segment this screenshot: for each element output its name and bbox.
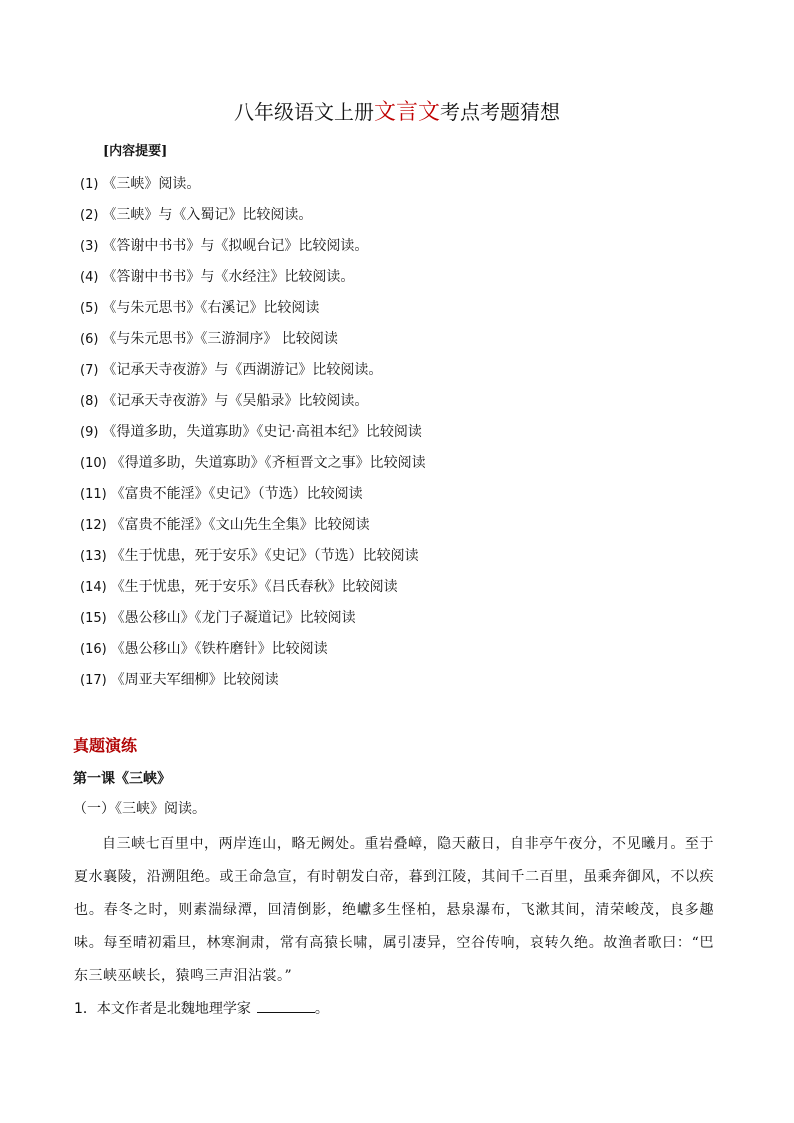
toc-item xyxy=(80,266,426,297)
toc-item-text: 《富贵不能淫》《文山先生全集》比较阅读 xyxy=(110,517,370,533)
toc-item xyxy=(80,359,426,390)
toc-item-text: 《答谢中书书》与《水经注》比较阅读。 xyxy=(102,269,355,285)
toc-item-number: (7) xyxy=(80,363,99,378)
title-prefix: 八年级语文上册 xyxy=(233,100,374,124)
toc-item-text: 《三峡》阅读。 xyxy=(102,176,201,192)
toc-item xyxy=(80,638,426,669)
toc-heading: [内容提要] xyxy=(103,144,168,159)
toc-item xyxy=(80,483,426,514)
toc-item xyxy=(80,390,426,421)
toc-item-number: (2) xyxy=(80,208,99,223)
lesson-title: 第一课《三峡》 xyxy=(73,771,171,787)
toc-item xyxy=(80,452,426,483)
answer-blank[interactable] xyxy=(257,998,315,1013)
question-end: 。 xyxy=(314,1001,329,1017)
toc-item-number: (16) xyxy=(80,642,107,657)
toc-item xyxy=(80,297,426,328)
toc-item-number: (8) xyxy=(80,394,99,409)
title-suffix: 考点考题猜想 xyxy=(440,100,560,124)
toc-item-number: (6) xyxy=(80,332,99,347)
toc-item xyxy=(80,235,426,266)
toc-item-number: (11) xyxy=(80,487,107,502)
toc-item-text: 《与朱元思书》《右溪记》比较阅读 xyxy=(102,300,320,316)
toc-item-text: 《三峡》与《入蜀记》比较阅读。 xyxy=(102,207,313,223)
toc-item-text: 《与朱元思书》《三游洞序》 比较阅读 xyxy=(102,331,338,347)
toc-item-number: (4) xyxy=(80,270,99,285)
toc-item-number: (13) xyxy=(80,549,107,564)
toc-item xyxy=(80,204,426,235)
question-1 xyxy=(74,998,329,1020)
passage-text: 自三峡七百里中，两岸连山，略无阙处。重岩叠嶂，隐天蔽日，自非亭午夜分，不见曦月。至于夏水襄陵，沿溯阻绝。或王命急宣，有时朝发白帝，暮到江陵，其间千二百里，虽乘奔御风，不以疾也。春冬之时，则素湍绿潭，回清倒影，绝巘多生怪柏，悬泉瀑布，飞漱其间，清荣峻茂，良多趣味。每至晴初霜旦，林寒涧肃，常有高猿长啸，属引凄异，空谷传响，哀转久绝。故渔者歌曰：“巴东三峡巫峡长，猿鸣三声泪沾裳。” xyxy=(74,836,714,984)
toc-item xyxy=(80,514,426,545)
toc-item xyxy=(80,421,426,452)
toc-item-text: 《记承天寺夜游》与《西湖游记》比较阅读。 xyxy=(102,362,383,378)
toc-item-text: 《得道多助，失道寡助》《齐桓晋文之事》比较阅读 xyxy=(110,455,426,471)
toc-item-number: (5) xyxy=(80,301,99,316)
passage-subtitle: （一）《三峡》阅读。 xyxy=(73,801,206,817)
toc-item xyxy=(80,669,426,700)
toc-item xyxy=(80,328,426,359)
toc-item xyxy=(80,607,426,638)
section-title: 真题演练 xyxy=(73,736,138,755)
toc-item-number: (10) xyxy=(80,456,107,471)
toc-item-text: 《富贵不能淫》《史记》（节选）比较阅读 xyxy=(110,486,363,502)
toc-item-text: 《愚公移山》《铁杵磨针》比较阅读 xyxy=(110,641,328,657)
table-of-contents xyxy=(80,173,426,700)
toc-item xyxy=(80,576,426,607)
toc-item-text: 《记承天寺夜游》与《吴船录》比较阅读。 xyxy=(102,393,369,409)
toc-item-text: 《生于忧患，死于安乐》《史记》（节选）比较阅读 xyxy=(110,548,419,564)
toc-item xyxy=(80,173,426,204)
toc-item-number: (1) xyxy=(80,177,99,192)
toc-item-number: (15) xyxy=(80,611,107,626)
toc-item-text: 《得道多助，失道寡助》《史记·高祖本纪》比较阅读 xyxy=(102,424,422,440)
toc-item-text: 《周亚夫军细柳》比较阅读 xyxy=(110,672,279,688)
page-title xyxy=(0,99,794,126)
toc-item-number: (12) xyxy=(80,518,107,533)
toc-item-number: (9) xyxy=(80,425,99,440)
toc-item-number: (3) xyxy=(80,239,99,254)
toc-item-number: (14) xyxy=(80,580,107,595)
toc-item xyxy=(80,545,426,576)
toc-item-number: (17) xyxy=(80,673,107,688)
toc-item-text: 《答谢中书书》与《拟岘台记》比较阅读。 xyxy=(102,238,369,254)
question-text: 1．本文作者是北魏地理学家 xyxy=(74,1001,251,1017)
toc-item-text: 《愚公移山》《龙门子凝道记》比较阅读 xyxy=(110,610,356,626)
title-highlight: 文言文 xyxy=(373,100,440,125)
toc-item-text: 《生于忧患，死于安乐》《吕氏春秋》比较阅读 xyxy=(110,579,398,595)
